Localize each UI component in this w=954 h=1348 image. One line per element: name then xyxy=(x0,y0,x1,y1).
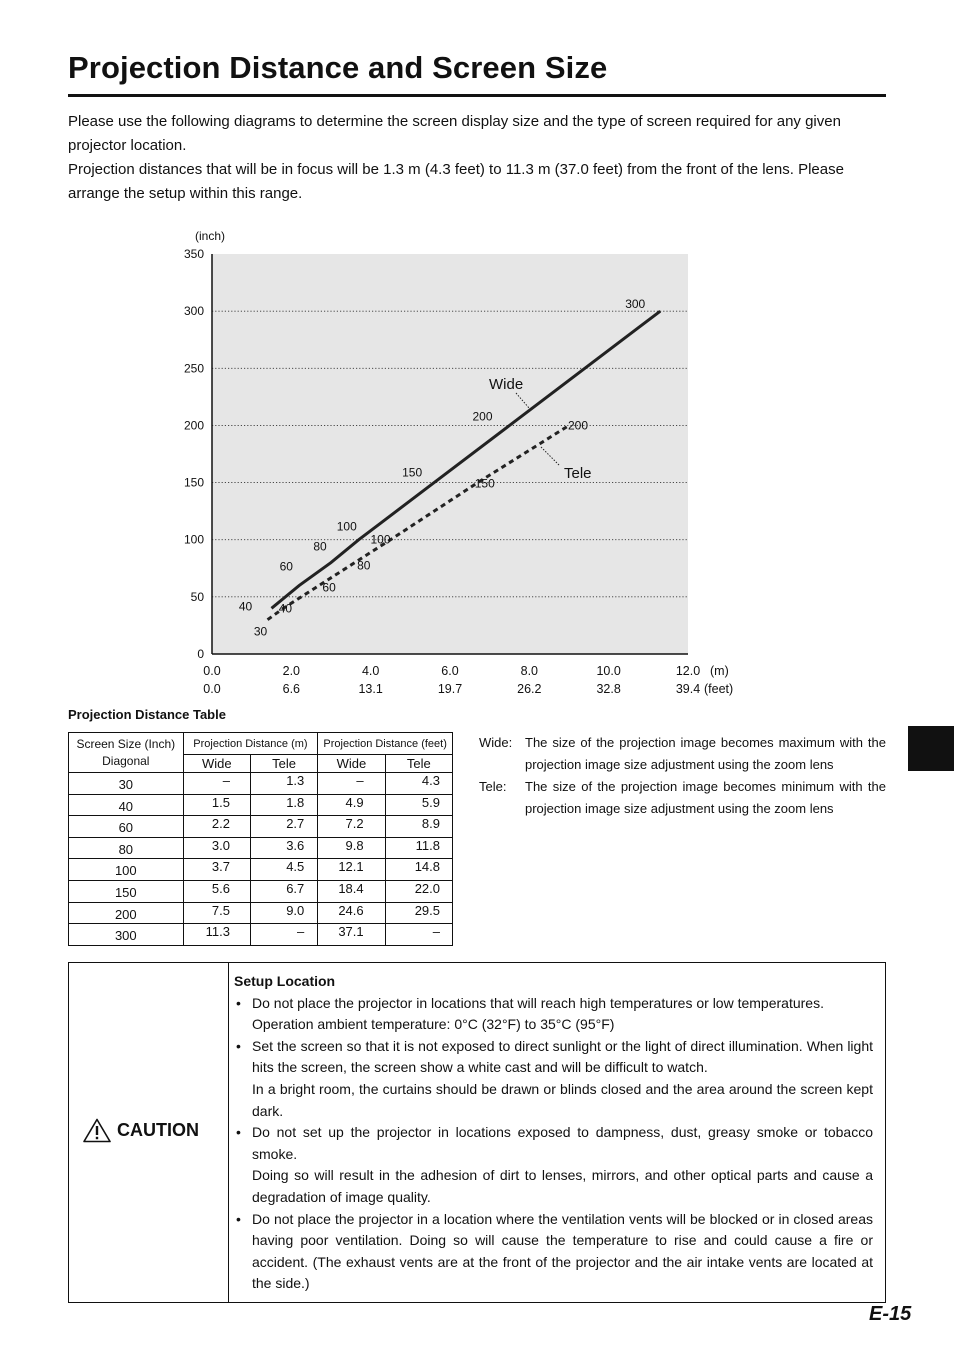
cell-tele-m: – xyxy=(250,924,317,946)
y-tick-label: 350 xyxy=(183,247,204,261)
x-tick-label-m: 12.0 xyxy=(675,664,701,678)
wide-point-label: 100 xyxy=(336,519,357,534)
cell-tele-m: 1.3 xyxy=(250,773,317,795)
caution-item-text: Do not place the projector in a location where the ventilation vents will be blocked or in closed areas having poor ventilation. Doing so will cause the temperature to rise and could cause a fire or accident. (The exhaust vents are at the front of the projector and the air intake vents are located at the side.) xyxy=(252,1210,873,1292)
cell-tele-m: 3.6 xyxy=(250,837,317,859)
wide-point-label: 300 xyxy=(625,297,646,312)
cell-size: 60 xyxy=(69,816,184,838)
cell-tele-m: 4.5 xyxy=(250,859,317,881)
y-tick-label: 50 xyxy=(190,589,204,604)
y-tick-label: 150 xyxy=(183,475,204,490)
x-tick-label-feet: 0.0 xyxy=(203,682,221,696)
x-tick-label-m: 0.0 xyxy=(203,664,221,678)
note-desc: The size of the projection image becomes minimum with the projection image size adjustment using the zoom lens xyxy=(525,779,886,816)
cell-tele-feet: – xyxy=(385,924,452,946)
table-row xyxy=(69,773,453,795)
tele-point-label: 150 xyxy=(474,476,495,491)
intro-paragraph-1: Please use the following diagrams to determine the screen display size and the type of screen required for any given projector location. xyxy=(68,113,841,154)
table-caption: Projection Distance Table xyxy=(68,707,226,722)
tele-point-label: 80 xyxy=(357,558,371,573)
header-screen-size-label: Screen Size (Inch) xyxy=(76,736,176,751)
cell-wide-feet: 18.4 xyxy=(318,880,385,902)
caution-item-text: Do not place the projector in locations that will reach high temperatures or low temperatures. xyxy=(252,994,824,1011)
table-row xyxy=(69,880,453,902)
cell-wide-m: 7.5 xyxy=(183,902,250,924)
y-tick-label: 0 xyxy=(197,647,204,661)
note-wide xyxy=(479,732,886,776)
x-tick-label-m: 6.0 xyxy=(441,664,459,678)
table-row xyxy=(69,902,453,924)
list-item xyxy=(234,1122,873,1208)
cell-size: 100 xyxy=(69,859,184,881)
caution-text: CAUTION xyxy=(117,1120,199,1140)
cell-tele-feet: 11.8 xyxy=(385,837,452,859)
cell-size: 200 xyxy=(69,902,184,924)
cell-wide-feet: 9.8 xyxy=(318,837,385,859)
plot-background xyxy=(212,254,688,654)
wide-point-label: 40 xyxy=(238,599,253,614)
caution-label xyxy=(83,1118,199,1143)
x-tick-label-feet: 13.1 xyxy=(358,682,383,696)
cell-tele-m: 2.7 xyxy=(250,816,317,838)
cell-wide-feet: 37.1 xyxy=(318,924,385,946)
projection-chart xyxy=(170,222,770,704)
x-tick-label-feet: 19.7 xyxy=(437,682,463,696)
intro-text xyxy=(68,110,886,206)
caution-item-text: Do not set up the projector in locations exposed to dampness, dust, greasy smoke or tobacco smoke. xyxy=(252,1124,873,1162)
x-axis-unit-feet: (feet) xyxy=(704,682,734,696)
cell-tele-feet: 5.9 xyxy=(385,794,452,816)
wide-series-name: Wide xyxy=(489,376,524,393)
cell-tele-feet: 4.3 xyxy=(385,773,452,795)
cell-wide-feet: – xyxy=(318,773,385,795)
cell-wide-m: 1.5 xyxy=(183,794,250,816)
x-tick-label-m: 10.0 xyxy=(596,664,621,678)
tele-point-label: 30 xyxy=(253,624,268,639)
x-tick-label-feet: 6.6 xyxy=(282,682,301,696)
cell-wide-feet: 4.9 xyxy=(318,794,385,816)
wide-point-label: 200 xyxy=(472,409,493,424)
x-tick-label-m: 8.0 xyxy=(520,664,539,678)
caution-box xyxy=(68,962,886,1303)
caution-label-cell xyxy=(69,963,229,1302)
note-term: Wide: xyxy=(479,735,513,750)
cell-tele-m: 9.0 xyxy=(250,902,317,924)
cell-size: 80 xyxy=(69,837,184,859)
tele-point-label: 60 xyxy=(322,580,336,595)
list-item xyxy=(234,993,873,1036)
table-row xyxy=(69,816,453,838)
header-screen-size-sub: Diagonal xyxy=(102,753,150,768)
caution-list xyxy=(234,993,873,1295)
cell-wide-m: 5.6 xyxy=(183,880,250,902)
cell-size: 40 xyxy=(69,794,184,816)
warning-triangle-icon xyxy=(83,1118,111,1143)
zoom-notes xyxy=(479,732,886,820)
cell-size: 150 xyxy=(69,880,184,902)
table-row xyxy=(69,794,453,816)
page-title: Projection Distance and Screen Size xyxy=(68,48,886,97)
header-m-wide: Wide xyxy=(183,755,250,773)
tele-point-label: 40 xyxy=(278,601,293,616)
wide-point-label: 150 xyxy=(402,465,423,480)
tele-point-label: 200 xyxy=(567,418,589,433)
cell-wide-feet: 12.1 xyxy=(318,859,385,881)
header-distance-m: Projection Distance (m) xyxy=(183,733,318,755)
cell-tele-feet: 22.0 xyxy=(385,880,452,902)
cell-tele-feet: 14.8 xyxy=(385,859,452,881)
x-tick-label-feet: 32.8 xyxy=(596,682,621,696)
intro-paragraph-2: Projection distances that will be in focus will be 1.3 m (4.3 feet) to 11.3 m (37.0 feet) from the front of the lens. Please arrange the setup within this range. xyxy=(68,161,844,202)
caution-content xyxy=(229,963,885,1302)
table-row xyxy=(69,924,453,946)
y-tick-label: 250 xyxy=(183,361,204,376)
caution-item-detail: Operation ambient temperature: 0°C (32°F) to 35°C (95°F) xyxy=(252,1016,615,1033)
y-axis-label: (inch) xyxy=(195,229,226,243)
y-tick-label: 300 xyxy=(183,304,204,319)
list-item xyxy=(234,1036,873,1122)
cell-size: 30 xyxy=(69,773,184,795)
section-tab-marker xyxy=(908,726,954,771)
header-feet-tele: Tele xyxy=(385,755,452,773)
header-screen-size xyxy=(69,733,184,773)
cell-wide-m: 2.2 xyxy=(183,816,250,838)
note-term: Tele: xyxy=(479,779,507,794)
cell-size: 300 xyxy=(69,924,184,946)
cell-wide-feet: 7.2 xyxy=(318,816,385,838)
projection-distance-table xyxy=(68,732,453,946)
cell-tele-feet: 8.9 xyxy=(385,816,452,838)
x-axis-unit-m: (m) xyxy=(710,664,729,678)
y-tick-label: 200 xyxy=(183,418,204,433)
header-feet-wide: Wide xyxy=(318,755,385,773)
table-row xyxy=(69,859,453,881)
wide-point-label: 60 xyxy=(279,559,293,574)
caution-item-text: Set the screen so that it is not exposed to direct sunlight or the light of direct illumination. When light hits the screen, the screen show a white cast and will be difficult to watch. xyxy=(252,1037,873,1076)
chart-svg xyxy=(170,222,770,704)
tele-series-name: Tele xyxy=(564,465,592,482)
cell-wide-m: – xyxy=(183,773,250,795)
page-number: E-15 xyxy=(869,1303,912,1325)
caution-item-detail: Doing so will result in the adhesion of dirt to lenses, mirrors, and other optical parts and cause a degradation of image quality. xyxy=(252,1167,873,1205)
note-tele xyxy=(479,776,886,820)
header-m-tele: Tele xyxy=(250,755,317,773)
list-item xyxy=(234,1209,873,1295)
note-desc: The size of the projection image becomes maximum with the projection image size adjustment using the zoom lens xyxy=(525,735,886,772)
cell-wide-m: 11.3 xyxy=(183,924,250,946)
caution-item-detail: In a bright room, the curtains should be drawn or blinds closed and the area around the screen kept dark. xyxy=(252,1080,873,1119)
x-tick-label-m: 4.0 xyxy=(361,664,380,678)
cell-tele-m: 1.8 xyxy=(250,794,317,816)
x-tick-label-feet: 39.4 xyxy=(675,682,701,696)
caution-heading: Setup Location xyxy=(234,973,336,989)
x-tick-label-m: 2.0 xyxy=(282,664,301,678)
cell-wide-feet: 24.6 xyxy=(318,902,385,924)
cell-wide-m: 3.7 xyxy=(183,859,250,881)
wide-point-label: 80 xyxy=(313,539,327,554)
cell-wide-m: 3.0 xyxy=(183,837,250,859)
tele-point-label: 100 xyxy=(370,532,391,547)
cell-tele-m: 6.7 xyxy=(250,880,317,902)
header-distance-feet: Projection Distance (feet) xyxy=(318,733,453,755)
y-tick-label: 100 xyxy=(183,532,204,547)
cell-tele-feet: 29.5 xyxy=(385,902,452,924)
table-row xyxy=(69,837,453,859)
x-tick-label-feet: 26.2 xyxy=(517,682,542,696)
